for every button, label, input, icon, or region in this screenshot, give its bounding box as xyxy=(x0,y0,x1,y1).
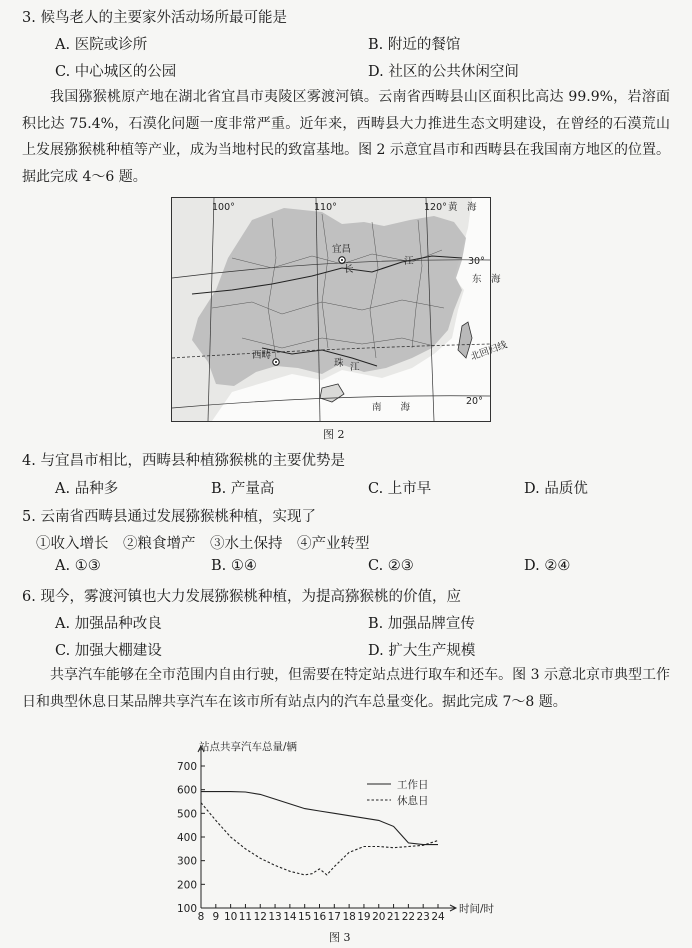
y-tick-label: 200 xyxy=(176,879,197,892)
xichou-label: 西畴 xyxy=(252,350,272,361)
y-tick-label: 300 xyxy=(176,855,197,868)
q3-option-a[interactable]: A. 医院或诊所 xyxy=(55,37,148,53)
q6-option-d[interactable]: D. 扩大生产规模 xyxy=(368,643,476,659)
q6-stem: 6. 现今，雾渡河镇也大力发展猕猴桃种植，为提高猕猴桃的价值，应 xyxy=(22,589,461,605)
pearl-label-zhu: 珠 xyxy=(334,358,344,369)
x-tick-label: 18 xyxy=(342,911,356,923)
q3-option-c[interactable]: C. 中心城区的公园 xyxy=(55,64,177,80)
y-tick-label: 400 xyxy=(176,832,197,844)
q4-option-c[interactable]: C. 上市早 xyxy=(368,481,432,497)
x-axis-title: 时间/时 xyxy=(459,903,495,915)
y-tick-label: 600 xyxy=(176,784,197,797)
donghai-label: 东 海 xyxy=(472,274,501,285)
q4-option-a[interactable]: A. 品种多 xyxy=(55,481,119,497)
passage-carshare-text: 共享汽车能够在全市范围内自由行驶，但需要在特定站点进行取车和还车。图 3 示意北京市典型工作日和典型休息日某品牌共享汽车在该市所有站点内的汽车总量变化。据此完成 7～8 题。 xyxy=(22,667,670,710)
x-tick-label: 12 xyxy=(253,911,267,923)
lon-120-label: 120° xyxy=(424,202,447,213)
pearl-label-jiang: 江 xyxy=(350,362,360,373)
legend-label-restday: 休息日 xyxy=(397,795,429,807)
q4-option-d[interactable]: D. 品质优 xyxy=(524,481,588,497)
series-line-restday xyxy=(201,803,438,875)
y-tick-label: 500 xyxy=(176,808,197,821)
map-svg xyxy=(172,198,509,421)
x-tick-label: 17 xyxy=(327,911,341,923)
q6-option-c[interactable]: C. 加强大棚建设 xyxy=(55,643,162,659)
x-tick-label: 16 xyxy=(312,911,327,923)
yichang-label: 宜昌 xyxy=(332,244,352,255)
map-figure-2 xyxy=(171,197,509,422)
q3-option-d[interactable]: D. 社区的公共休闲空间 xyxy=(368,64,519,80)
tropic-label: 北回归线 xyxy=(469,339,509,363)
q5-option-a[interactable]: A. ①③ xyxy=(55,558,101,574)
legend-label-workday: 工作日 xyxy=(397,779,429,791)
line-chart-figure-3 xyxy=(165,738,495,923)
q3-option-b[interactable]: B. 附近的餐馆 xyxy=(368,37,461,53)
x-tick-label: 15 xyxy=(298,911,312,923)
x-tick-label: 8 xyxy=(197,911,205,923)
passage-kiwi-text: 我国猕猴桃原产地在湖北省宜昌市夷陵区雾渡河镇。云南省西畴县山区面积比高达 99.9%，岩溶面积比达 75.4%，石漠化问题一度非常严重。近年来，西畴县大力推进生态文明建设，在曾经的石漠荒山上发展猕猴桃种植等产业，成为当地村民的致富基地。图 2 示意宜昌市和西畴县在我国南方地区的位置。据此完成 4～6 题。 xyxy=(22,89,670,185)
y-tick-label: 100 xyxy=(176,903,197,915)
passage-kiwi xyxy=(22,84,670,190)
yangtze-label-chang: 长 xyxy=(344,264,354,275)
q6-option-a[interactable]: A. 加强品种改良 xyxy=(55,616,162,632)
x-tick-label: 20 xyxy=(372,911,386,923)
q4-stem: 4. 与宜昌市相比，西畴县种植猕猴桃的主要优势是 xyxy=(22,453,345,469)
map-caption: 图 2 xyxy=(323,428,345,441)
x-tick-label: 9 xyxy=(212,911,220,923)
hainan-island xyxy=(320,384,344,402)
lat-30-label: 30° xyxy=(468,256,485,267)
x-tick-label: 19 xyxy=(357,911,371,923)
q5-option-d[interactable]: D. ②④ xyxy=(524,558,571,574)
x-tick-label: 11 xyxy=(238,911,253,923)
lon-110-label: 110° xyxy=(314,202,337,213)
lat-20-label: 20° xyxy=(466,396,483,407)
q5-option-c[interactable]: C. ②③ xyxy=(368,558,414,574)
q3-stem: 3. 候鸟老人的主要家外活动场所最可能是 xyxy=(22,10,287,26)
q4-option-b[interactable]: B. 产量高 xyxy=(211,481,275,497)
lon-100-label: 100° xyxy=(212,202,235,213)
q5-option-b[interactable]: B. ①④ xyxy=(211,558,257,574)
y-tick-label: 700 xyxy=(176,761,197,773)
x-tick-label: 13 xyxy=(268,911,282,923)
x-tick-label: 10 xyxy=(223,911,238,923)
x-tick-label: 24 xyxy=(431,911,445,923)
q6-option-b[interactable]: B. 加强品牌宣传 xyxy=(368,616,475,632)
passage-carshare xyxy=(22,662,670,715)
q5-stem: 5. 云南省西畴县通过发展猕猴桃种植，实现了 xyxy=(22,509,316,525)
x-tick-label: 21 xyxy=(386,911,401,923)
yangtze-label-jiang: 江 xyxy=(404,256,414,267)
x-tick-label: 22 xyxy=(401,911,416,923)
x-tick-label: 14 xyxy=(283,911,297,923)
chart-caption: 图 3 xyxy=(329,931,351,944)
x-tick-label: 23 xyxy=(416,911,430,923)
huanghai-label: 黄 海 xyxy=(448,202,477,213)
nanhai-label: 南 海 xyxy=(372,402,411,413)
q5-items: ①收入增长 ②粮食增产 ③水土保持 ④产业转型 xyxy=(36,536,370,552)
y-axis-title: 站点共享汽车总量/辆 xyxy=(199,741,298,753)
